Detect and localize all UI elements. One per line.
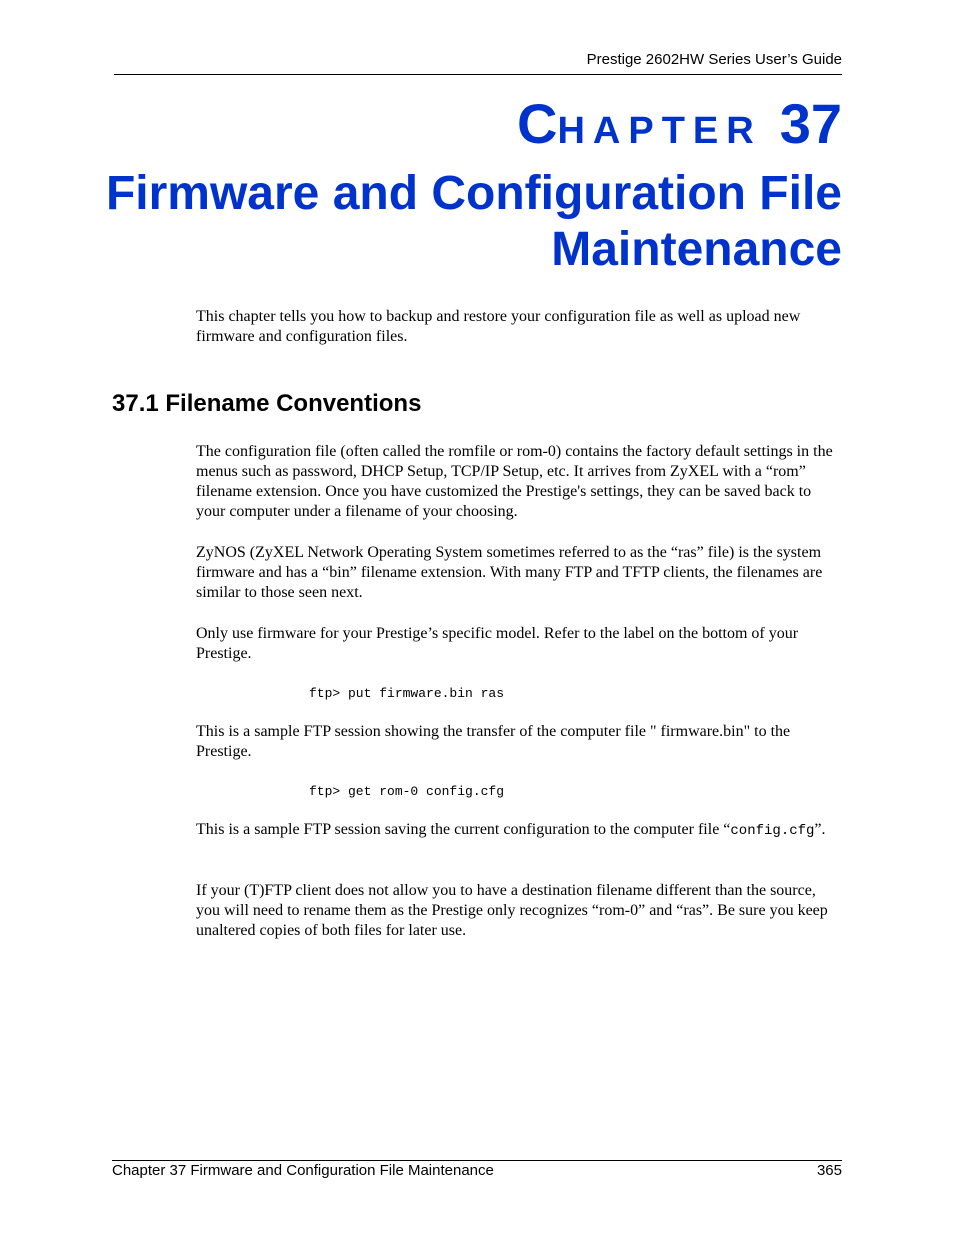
- chapter-number: 37: [779, 92, 842, 155]
- section-para-2-block: [196, 543, 842, 603]
- para5-text-after: ”.: [814, 821, 826, 838]
- header-rule: [114, 74, 842, 75]
- section-heading: 37.1 Filename Conventions: [112, 390, 422, 417]
- chapter-label: [517, 92, 842, 155]
- chapter-title-line1: Firmware and Configuration File: [105, 167, 842, 220]
- section-paragraph-2: ZyNOS (ZyXEL Network Operating System sometimes referred to as the “ras” file) is the system firmware and has a “bin” filename extension. With many FTP and TFTP clients, the filenames are similar to those seen next.: [196, 544, 823, 601]
- chapter-title: [82, 166, 842, 278]
- para5-inline-code: config.cfg: [730, 823, 815, 839]
- section-paragraph-6: If your (T)FTP client does not allow you to have a destination filename different than the source, you will need to rename them as the Prestige only recognizes “rom-0” and “ras”. Be sure you keep unaltered copies of both files for later use.: [196, 882, 828, 939]
- section-para-4-block: [196, 722, 842, 762]
- section-paragraph-4: This is a sample FTP session showing the transfer of the computer file " firmware.bin" to the Prestige.: [196, 723, 791, 760]
- section-para-5-block: [196, 820, 842, 841]
- guide-title: Prestige 2602HW Series User’s Guide: [586, 51, 842, 68]
- section-paragraph-5: [196, 820, 842, 841]
- chapter-label-initial: C: [517, 92, 558, 155]
- code-sample-1: ftp> put firmware.bin ras: [309, 686, 505, 701]
- para5-text-before: This is a sample FTP session saving the current configuration to the computer file “: [196, 821, 731, 838]
- section-para-1-block: [196, 442, 842, 522]
- intro-block: [196, 307, 842, 347]
- footer-rule: [112, 1160, 842, 1161]
- section-para-6-block: [196, 881, 842, 941]
- code-sample-2: ftp> get rom-0 config.cfg: [309, 784, 505, 799]
- section-paragraph-1: The configuration file (often called the romfile or rom-0) contains the factory default settings in the menus such as password, DHCP Setup, TCP/IP Setup, etc. It arrives from ZyXEL with a “rom” filename extension. Once you have customized the Prestige's settings, they can be saved back to your computer under a filename of your choosing.: [196, 443, 833, 520]
- footer-chapter-reference: Chapter 37 Firmware and Configuration File Maintenance: [112, 1162, 494, 1179]
- intro-paragraph: This chapter tells you how to backup and restore your configuration file as well as upload new firmware and configuration files.: [196, 308, 801, 345]
- section-paragraph-3: Only use firmware for your Prestige’s specific model. Refer to the label on the bottom of your Prestige.: [196, 625, 799, 662]
- page-number: 365: [816, 1162, 842, 1179]
- section-para-3-block: [196, 624, 842, 664]
- chapter-title-line2: Maintenance: [551, 223, 842, 276]
- chapter-label-rest: HAPTER: [557, 110, 762, 152]
